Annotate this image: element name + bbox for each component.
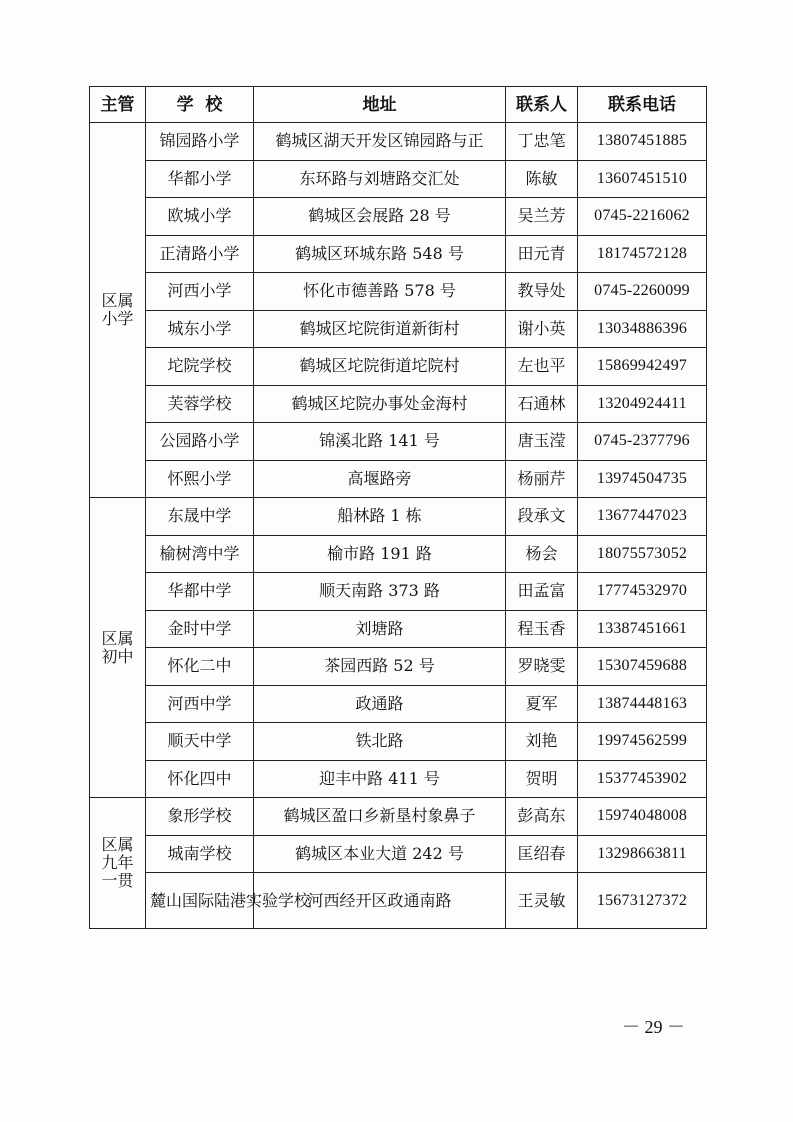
contact-cell: 丁忠笔	[506, 123, 578, 161]
school-cell: 锦园路小学	[146, 123, 254, 161]
school-cell: 麓山国际陆港实验学校	[146, 873, 254, 929]
table-row	[90, 648, 707, 686]
phone-cell: 19974562599	[578, 723, 707, 761]
contact-cell: 陈敏	[506, 160, 578, 198]
group-cell-nine-year	[90, 798, 146, 929]
table-row	[90, 460, 707, 498]
address-cell: 鹤城区盈口乡新垦村象鼻子	[254, 798, 506, 836]
contact-cell: 王灵敏	[506, 873, 578, 929]
contact-cell: 田元青	[506, 235, 578, 273]
school-cell: 城东小学	[146, 310, 254, 348]
phone-cell: 15673127372	[578, 873, 707, 929]
table-row	[90, 873, 707, 929]
contact-cell: 吴兰芳	[506, 198, 578, 236]
phone-cell: 18174572128	[578, 235, 707, 273]
address-cell: 刘塘路	[254, 610, 506, 648]
school-cell: 榆树湾中学	[146, 535, 254, 573]
address-cell: 铁北路	[254, 723, 506, 761]
contact-cell: 夏军	[506, 685, 578, 723]
group-cell-junior	[90, 498, 146, 798]
contact-cell: 田孟富	[506, 573, 578, 611]
school-cell: 河西中学	[146, 685, 254, 723]
school-cell: 城南学校	[146, 835, 254, 873]
contact-cell: 教导处	[506, 273, 578, 311]
school-cell: 华都中学	[146, 573, 254, 611]
group-label-line: 区属	[101, 628, 134, 648]
contact-cell: 贺明	[506, 760, 578, 798]
phone-cell: 13807451885	[578, 123, 707, 161]
header-school: 学 校	[146, 87, 254, 123]
phone-cell: 15377453902	[578, 760, 707, 798]
table-row	[90, 310, 707, 348]
address-cell: 怀化市德善路 578 号	[254, 273, 506, 311]
address-cell: 政通路	[254, 685, 506, 723]
table-row	[90, 198, 707, 236]
school-contact-table	[89, 86, 707, 929]
table-row	[90, 610, 707, 648]
contact-cell: 杨会	[506, 535, 578, 573]
phone-cell: 18075573052	[578, 535, 707, 573]
header-phone: 联系电话	[578, 87, 707, 123]
phone-cell: 13607451510	[578, 160, 707, 198]
table-row	[90, 235, 707, 273]
group-label-line: 区属	[101, 291, 134, 310]
phone-cell: 13298663811	[578, 835, 707, 873]
school-cell: 欧城小学	[146, 198, 254, 236]
address-cell: 东环路与刘塘路交汇处	[254, 160, 506, 198]
address-cell: 榆市路 191 路	[254, 535, 506, 573]
school-cell: 坨院学校	[146, 348, 254, 386]
phone-cell: 0745-2260099	[578, 273, 707, 311]
table-row	[90, 798, 707, 836]
phone-cell: 13874448163	[578, 685, 707, 723]
table-row	[90, 273, 707, 311]
address-cell: 鹤城区坨院街道新街村	[254, 310, 506, 348]
phone-cell: 13387451661	[578, 610, 707, 648]
header-contact: 联系人	[506, 87, 578, 123]
table-row	[90, 423, 707, 461]
table-header-row	[90, 87, 707, 123]
school-cell: 正清路小学	[146, 235, 254, 273]
group-label-line: 九年	[101, 853, 134, 872]
contact-cell: 匡绍春	[506, 835, 578, 873]
table-row	[90, 385, 707, 423]
table-row	[90, 123, 707, 161]
phone-cell: 17774532970	[578, 573, 707, 611]
school-cell: 河西小学	[146, 273, 254, 311]
table-row	[90, 573, 707, 611]
group-label-line: 一贯	[101, 871, 134, 890]
table-row	[90, 835, 707, 873]
contact-cell: 左也平	[506, 348, 578, 386]
phone-cell: 13034886396	[578, 310, 707, 348]
address-cell: 鹤城区湖天开发区锦园路与正	[254, 123, 506, 161]
contact-cell: 唐玉滢	[506, 423, 578, 461]
school-cell: 华都小学	[146, 160, 254, 198]
header-group: 主管	[90, 87, 146, 123]
school-cell: 怀化四中	[146, 760, 254, 798]
table-row	[90, 498, 707, 536]
address-cell: 鹤城区坨院街道坨院村	[254, 348, 506, 386]
header-address: 地址	[254, 87, 506, 123]
address-cell: 河西经开区政通南路	[254, 873, 506, 929]
address-cell: 高堰路旁	[254, 460, 506, 498]
contact-cell: 罗晓雯	[506, 648, 578, 686]
school-cell: 芙蓉学校	[146, 385, 254, 423]
phone-cell: 0745-2216062	[578, 198, 707, 236]
group-label-line: 初中	[101, 646, 134, 666]
school-cell: 东晟中学	[146, 498, 254, 536]
contact-cell: 程玉香	[506, 610, 578, 648]
contact-cell: 石通林	[506, 385, 578, 423]
contact-cell: 彭高东	[506, 798, 578, 836]
address-cell: 迎丰中路 411 号	[254, 760, 506, 798]
phone-cell: 15869942497	[578, 348, 707, 386]
group-cell-primary	[90, 123, 146, 498]
address-cell: 鹤城区环城东路 548 号	[254, 235, 506, 273]
phone-cell: 15974048008	[578, 798, 707, 836]
phone-cell: 13204924411	[578, 385, 707, 423]
school-cell: 公园路小学	[146, 423, 254, 461]
group-label-line: 小学	[101, 309, 134, 328]
address-cell: 鹤城区本业大道 242 号	[254, 835, 506, 873]
school-cell: 金时中学	[146, 610, 254, 648]
page-number: － 29 －	[622, 1017, 685, 1037]
school-cell: 怀化二中	[146, 648, 254, 686]
school-cell: 象形学校	[146, 798, 254, 836]
address-cell: 鹤城区坨院办事处金海村	[254, 385, 506, 423]
address-cell: 鹤城区会展路 28 号	[254, 198, 506, 236]
contact-cell: 谢小英	[506, 310, 578, 348]
address-cell: 顺天南路 373 路	[254, 573, 506, 611]
table-row	[90, 348, 707, 386]
table-row	[90, 685, 707, 723]
table-row	[90, 760, 707, 798]
phone-cell: 13974504735	[578, 460, 707, 498]
phone-cell: 13677447023	[578, 498, 707, 536]
table-row	[90, 160, 707, 198]
table-row	[90, 723, 707, 761]
phone-cell: 15307459688	[578, 648, 707, 686]
school-cell: 怀熙小学	[146, 460, 254, 498]
table-row	[90, 535, 707, 573]
contact-cell: 杨丽芹	[506, 460, 578, 498]
address-cell: 锦溪北路 141 号	[254, 423, 506, 461]
group-label-line: 区属	[101, 835, 134, 854]
contact-cell: 段承文	[506, 498, 578, 536]
school-cell: 顺天中学	[146, 723, 254, 761]
contact-cell: 刘艳	[506, 723, 578, 761]
address-cell: 茶园西路 52 号	[254, 648, 506, 686]
address-cell: 船林路 1 栋	[254, 498, 506, 536]
phone-cell: 0745-2377796	[578, 423, 707, 461]
